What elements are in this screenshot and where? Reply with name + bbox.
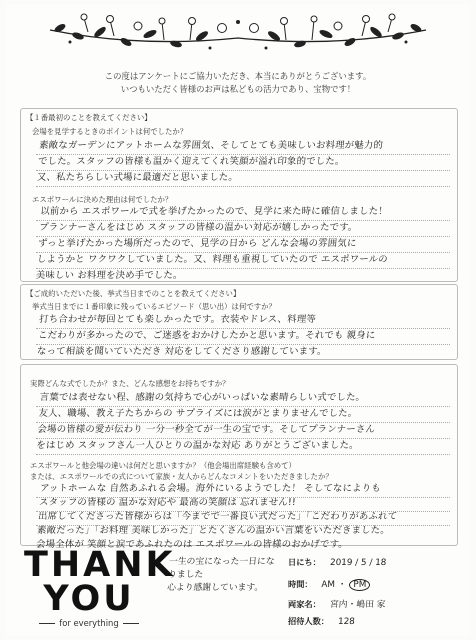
- ruled-line: [36, 220, 450, 221]
- ruled-line: [36, 154, 450, 155]
- time-label: 時間：: [288, 579, 313, 589]
- guests-label: 招待人数：: [288, 616, 329, 626]
- date-value: 2019 / 5 / 18: [329, 558, 387, 568]
- ruled-line: [36, 422, 450, 423]
- ruled-line: [36, 497, 450, 498]
- am-option: AM: [321, 580, 335, 590]
- section-2-heading: 【ご成約いただいた後、挙式当日までのことを教えてください】: [26, 289, 241, 298]
- family-label: 両家名：: [288, 599, 321, 609]
- you-text: YOU: [43, 579, 135, 619]
- answer-line: 又、私たちらしい式場に最適だと思いました。: [36, 172, 239, 183]
- separator: ・: [337, 580, 347, 590]
- answer-line: 言葉では表せない程、感謝の気持ちで心がいっぱいな素晴らしい式でした。: [39, 392, 366, 403]
- family-value: 宮内・嶋田 家: [329, 600, 386, 610]
- answer-decision-reason: [35, 204, 451, 284]
- ruled-line: [36, 438, 450, 439]
- closing-message: [167, 556, 280, 595]
- answer-line: スタッフの皆様の 温かな対応や 最高の笑顔は 忘れません!!: [38, 497, 297, 508]
- pm-option-circled: PM: [349, 579, 370, 591]
- answer-viewing-points: [36, 138, 449, 186]
- date-row: [288, 557, 386, 568]
- question-venue-difference: エスポワールと他会場の違いは何だと思いますか？（他会場出席経験も含めて）: [30, 461, 296, 470]
- answer-line: 会場の皆様の愛が伝わり 一分一秒全てが一生の宝です。そしてプランナーさん: [37, 424, 376, 435]
- ruled-line: [36, 525, 450, 526]
- answer-memorable-episode: [36, 312, 449, 360]
- question-memorable-episode: 挙式当日までに１番印象に残っているエピソード（思い出）は何ですか？: [32, 302, 276, 311]
- answer-line: をはじめ スタッフさん一人ひとりの温かな対応 ありがとうございました。: [35, 440, 360, 451]
- guests-value: 128: [337, 617, 355, 627]
- ruled-line: [36, 170, 450, 171]
- closing-line: 一生の宝になった一日になりました: [167, 557, 275, 580]
- ruled-line: [36, 268, 450, 269]
- answer-line: 素敵だった」「お料理 美味しかった」とたくさんの温かい言葉をいただきました。: [36, 525, 391, 536]
- answer-line: 出席してくださった皆様からは「今までで一番良い式だった」「こだわりがあふれて: [37, 511, 398, 522]
- answer-line: なって相談を聞いていただき 対応をしてくださり感謝しています。: [36, 346, 327, 357]
- ruled-line: [36, 186, 450, 187]
- thank-text: THANK: [24, 545, 176, 585]
- answer-line: 以前から エスポワールで式を挙げたかったので、見学に来た時に確信しました！: [39, 206, 389, 217]
- ruled-line: [36, 511, 450, 512]
- question-viewing-points: 会場を見学するときのポイントは何でしたか？: [32, 127, 188, 136]
- answer-line: プランナーさんをはじめ スタッフの皆様の温かい対応が嬉しかったです。: [38, 222, 358, 233]
- guests-row: [288, 616, 355, 627]
- answer-line: 素敵なガーデンにアットホームな雰囲気、そしてとても美味しいお料理が魅力的: [38, 140, 384, 151]
- answer-line: しようかと ワクワクしていました。又、料理も重視していたので エスポワールの: [36, 254, 389, 265]
- closing-line: 心より感謝しています。: [166, 583, 264, 593]
- ruled-line: [36, 236, 450, 237]
- answer-line: 美味しい お料理を決め手でした。: [35, 270, 183, 281]
- question-wedding-impression: 実際どんな式でしたか？また、どんな感想をお持ちですか？: [30, 379, 230, 388]
- question-decision-reason: エスポワールに決めた理由は何でしたか？: [32, 195, 173, 204]
- floral-garland-icon: [40, 8, 436, 54]
- question-guest-comments: または、エスポワールでの式について家族・友人からどんなコメントをいただきましたか？: [30, 472, 333, 481]
- answer-line: ずっと挙げたかった場所だったので、見学の日から どんな会場の雰囲気に: [37, 238, 357, 249]
- answer-line: アットホームな 自然あふれる会場。海外にいるようでした！ そしてなによりも: [39, 483, 382, 494]
- answer-venue-difference: [36, 482, 451, 552]
- family-row: [288, 597, 385, 610]
- answer-line: 打ち合わせが毎回とても楽しかったです。衣装やドレス、料理等: [38, 314, 317, 325]
- for-everything-text: for everything: [24, 618, 154, 628]
- intro-line-1: この度はアンケートにご協力いただき、本当にありがとうございます。: [104, 71, 372, 81]
- ruled-line: [36, 328, 450, 329]
- ruled-line: [36, 252, 450, 253]
- answer-line: 友人、職場、教え子たちからの サプライズには涙がとまりませんでした。: [38, 408, 358, 419]
- time-row: [288, 577, 370, 591]
- answer-line: こだわりが多かったので、ご迷惑をおかけしたかと思います。それでも 親身に: [37, 330, 376, 341]
- ruled-line: [36, 454, 450, 455]
- ruled-line: [36, 344, 450, 345]
- answer-line: 会場全体が 笑顔と涙であふれたのは エスポワールの皆様のおかげです。: [35, 539, 349, 550]
- section-1-heading: 【１番最初のことを教えてください】: [26, 113, 152, 122]
- ruled-line: [36, 406, 450, 407]
- intro-line-2: いつもいただく皆様のお声は私どもの活力であり、宝物です！: [120, 84, 356, 94]
- answer-line: でした。スタッフの皆様も温かく迎えてくれ笑顔が溢れ印象的でした。: [37, 156, 345, 167]
- date-label: 日にち：: [288, 557, 321, 567]
- thank-you-logo: [24, 545, 176, 619]
